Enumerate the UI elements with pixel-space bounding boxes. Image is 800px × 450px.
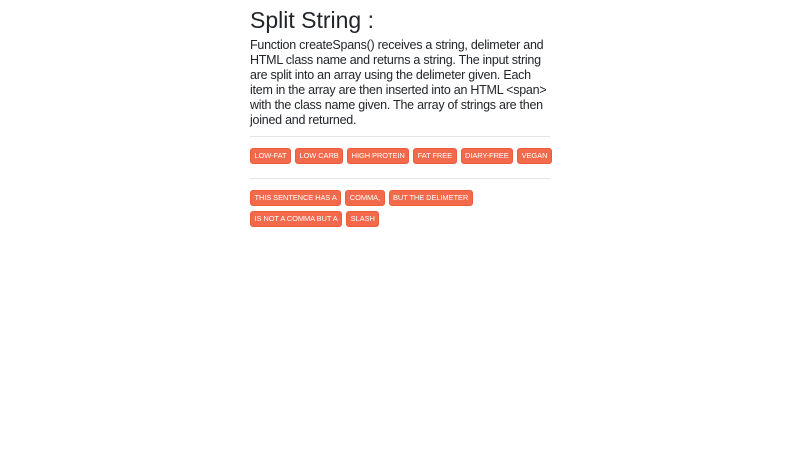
tag-low-fat: LOW-FAT <box>250 148 291 164</box>
tag-low-carb: LOW CARB <box>295 148 343 164</box>
page-title: Split String : <box>250 7 374 33</box>
tag-group-diet <box>250 148 550 164</box>
content-column <box>250 0 550 227</box>
tag-but-the-delimeter: BUT THE DELIMETER <box>389 190 473 206</box>
tag-is-not-a-comma-but-a: IS NOT A COMMA BUT A <box>250 211 342 227</box>
tag-slash: SLASH <box>346 211 379 227</box>
tag-this-sentence-has-a: THIS SENTENCE HAS A <box>250 190 341 206</box>
tag-comma: COMMA, <box>345 190 384 206</box>
tag-vegan: VEGAN <box>517 148 552 164</box>
tag-group-sentence <box>250 190 550 227</box>
tag-high-protein: HIGH PROTEIN <box>347 148 409 164</box>
tag-fat-free: FAT FREE <box>413 148 456 164</box>
divider-middle <box>250 178 550 179</box>
function-description: Function createSpans() receives a string, delimeter and HTML class name and returns a string. The input string are split into an array using the delimeter given. Each item in the array are then inserted into an HTML <span> with the class name given. The array of strings are then joined and returned. <box>250 38 547 128</box>
tag-diary-free: DIARY-FREE <box>461 148 514 164</box>
divider-top <box>250 136 550 137</box>
